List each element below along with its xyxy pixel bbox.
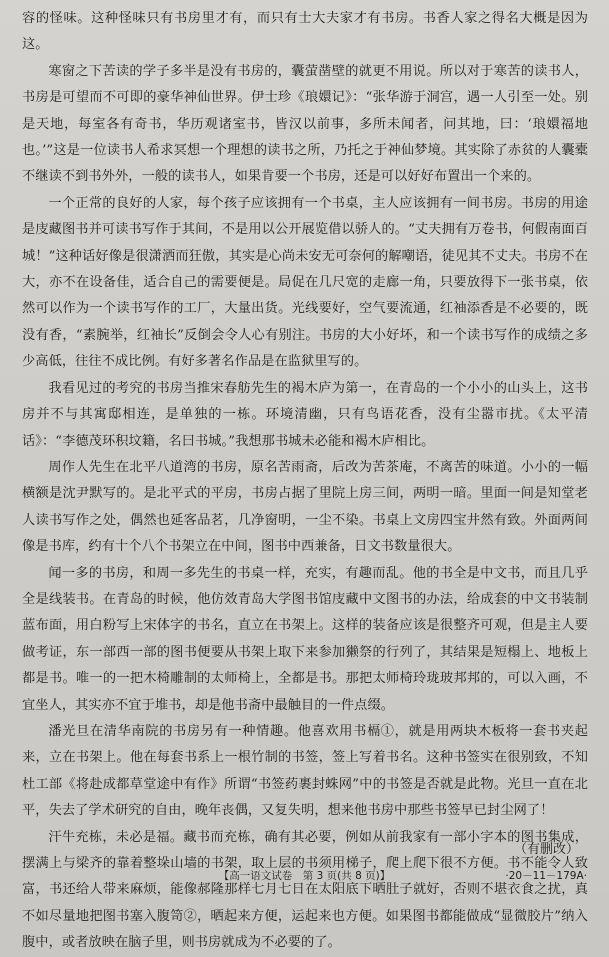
paragraph-4: 我看见过的考究的书房当推宋春舫先生的褐木庐为第一，在青岛的一个小小的山头上，这书房并不与其寓邸相连，是单独的一栋。环境清幽，只有鸟语花香，没有尘嚣市扰。《太平清话》：“李德茂环积坟籍，名曰书城。”我想那书城未必能和褐木庐相比。 bbox=[22, 380, 588, 449]
paragraph-2: 寒窗之下苦读的学子多半是没有书房的，囊萤凿壁的就更不用说。所以对于寒苦的读书人，书房是可望而不可即的豪华神仙世界。伊士珍《琅嬛记》：“张华游于洞宫，遇一人引至一处。别是天地，每室各有奇书，华历观诸室书，皆汉以前事，多所未闻者，问其地，曰：‘琅嬛福地也。’”这是一位读书人希求冥想一个理想的读书之所，乃托之于神仙梦境。其实除了赤贫的人囊橐不继读不到书外外，一般的读书人，如果肯要一个书房，还是可以好好布置出一个来的。 bbox=[22, 63, 588, 185]
paragraph-7: 潘光旦在清华南院的书房另有一种情趣。他喜欢用书槅①，就是用两块木板将一套书夹起来，立在书架上。他在每套书系上一根竹制的书签，签上写着书名。这种书签实在很别致，不知杜工部《将赴成都草堂途中有作》所谓“书签药裹封蛛网”中的书签是否就是此物。光旦一直在北平，失去了学术研究的自由，晚年丧偶，又复失明，想来他书房中那些书签早已封尘网了！ bbox=[22, 723, 588, 819]
paragraph-5: 周作人先生在北平八道湾的书房，原名苦雨斋，后改为苦茶庵，不离苦的味道。小小的一幅横额是沈尹默写的。是北平式的平房，书房占据了里院上房三间，两明一暗。里面一间是知堂老人读书写作之处，偶然也延客品茗，几净窗明，一尘不染。书桌上文房四宝井然有致。外面两间像是书库，约有十个八个书架立在中间，图书中西兼备，日文书数量很大。 bbox=[22, 459, 588, 555]
paragraph-8: 汗牛充栋，未必是福。藏书而充栋，确有其必要，例如从前我家有一部小字本的图书集成，摆满上与梁齐的靠着整垛山墙的书架，取上层的书须用梯子，爬上爬下很不方便。书不能令人致富，书还给人带来麻烦，能像郝隆那样七月七日在太阳底下晒肚子就好，否则不堪衣食之扰，真不如尽量地把图书塞入腹笥②，晒起来方便，运起来也方便。如果图书都能做成“显微胶片”纳入腹中，或者放映在脑子里，则书房就成为不必要的了。 bbox=[22, 829, 588, 951]
article-body bbox=[22, 6, 588, 957]
footer-exam-code: ·20－11－179A· bbox=[505, 870, 587, 882]
footer-page-info: 【高一语文试卷 第 3 页(共 8 页)】 bbox=[218, 870, 391, 882]
paragraph-3: 一个正常的良好的人家，每个孩子应该拥有一个书桌，主人应该拥有一间书房。书房的用途是庋藏图书并可读书写作于其间，不是用以公开展览借以骄人的。“丈夫拥有万卷书，何假南面百城！”这种话好像是很潇洒而狂傲，其实是心尚未安无可奈何的解嘲语，徒见其不丈夫。书房不在大，亦不在设备佳，适合自己的需要便是。局促在几尺宽的走廊一角，只要放得下一张书桌，依然可以作为一个读书写作的工厂，大量出货。光线要好，空气要流通，红袖添香是不必要的，既没有香，“素腕举，红袖长”反倒会令人心有别注。书房的大小好坏，和一个读书写作的成绩之多少高低，往往不成比例。有好多著名作品是在监狱里写的。 bbox=[22, 195, 588, 370]
source-note: （有删改） bbox=[513, 842, 579, 857]
paragraph-1: 容的怪味。这种怪味只有书房里才有，而只有士大夫家才有书房。书香人家之得名大概是因为这。 bbox=[22, 11, 588, 53]
paragraph-6: 闻一多的书房，和周一多先生的书桌一样，充实，有趣而乱。他的书全是中文书，而且几乎全是线装书。在青岛的时候，他仿效青岛大学图书馆庋藏中文图书的办法，给成套的中文书装制蓝布面，用白粉写上宋体字的书名，直立在书架上。这样的装备应该是很整齐可观，但是主人要做考证，东一部西一部的图书便要从书架上取下来参加獭祭的行列了，其结果是短榻上、地板上都是书。唯一的一把木椅雕制的太师椅上，全都是书。那把太师椅玲珑玻邦邦的，可以入画，不宜坐人，其实亦不宜于堆书，却是他书斋中最触目的一件点缀。 bbox=[22, 565, 588, 713]
